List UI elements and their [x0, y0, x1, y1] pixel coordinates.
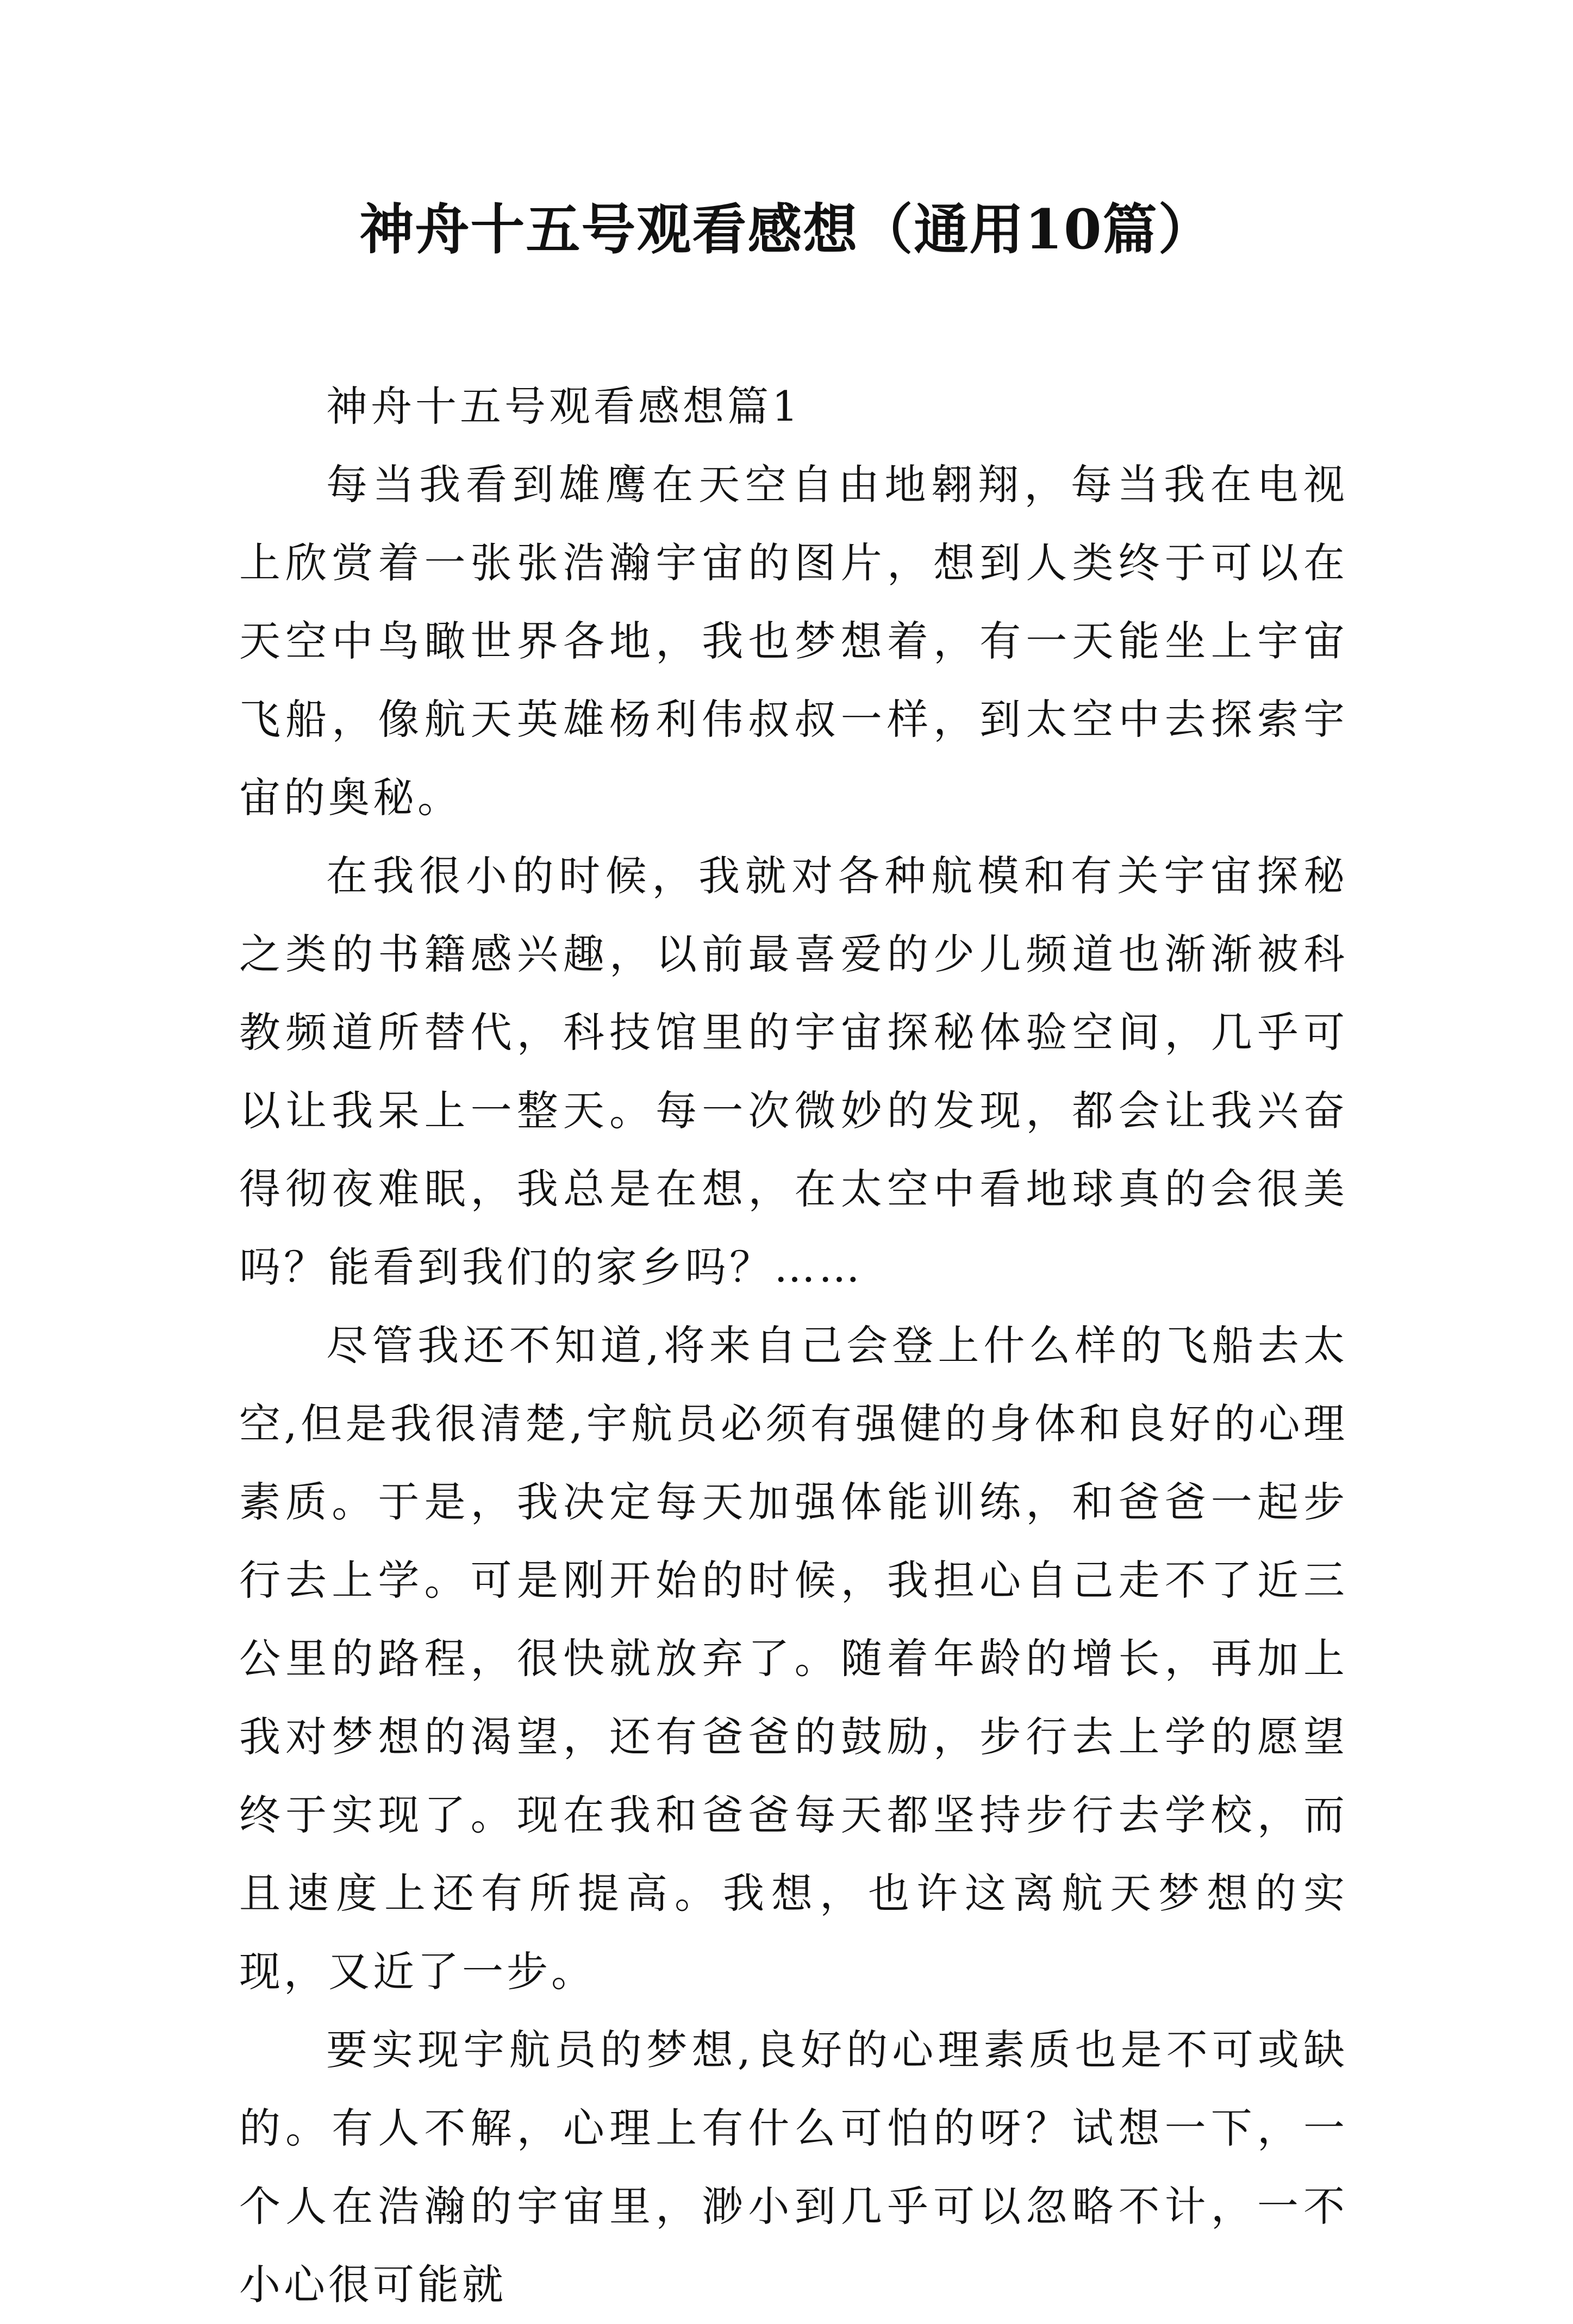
- section-heading: 神舟十五号观看感想篇1: [326, 382, 802, 430]
- document-body: [239, 367, 1348, 2324]
- paragraph-4: 要实现宇航员的梦想,良好的心理素质也是不可或缺的。有人不解，心理上有什么可怕的呀？试想一下，一个人在浩瀚的宇宙里，渺小到几乎可以忽略不计，一不小心很可能就: [239, 2026, 1348, 2309]
- paragraph-2: 在我很小的时候，我就对各种航模和有关宇宙探秘之类的书籍感兴趣，以前最喜爱的少儿频道也渐渐被科教频道所替代，科技馆里的宇宙探秘体验空间，几乎可以让我呆上一整天。每一次微妙的发现，都会让我兴奋得彻夜难眠，我总是在想，在太空中看地球真的会很美吗？能看到我们的家乡吗？……: [239, 852, 1348, 1291]
- document-title: 神舟十五号观看感想（通用10篇）: [359, 197, 1214, 261]
- paragraph-1: 每当我看到雄鹰在天空自由地翱翔，每当我在电视上欣赏着一张张浩瀚宇宙的图片，想到人类终于可以在天空中鸟瞰世界各地，我也梦想着，有一天能坐上宇宙飞船，像航天英雄杨利伟叔叔一样，到太空中去探索宇宙的奥秘。: [239, 460, 1348, 822]
- paragraph-3: 尽管我还不知道,将来自己会登上什么样的飞船去太空,但是我很清楚,宇航员必须有强健的身体和良好的心理素质。于是，我决定每天加强体能训练，和爸爸一起步行去上学。可是刚开始的时候，我担心自己走不了近三公里的路程，很快就放弃了。随着年龄的增长，再加上我对梦想的渴望，还有爸爸的鼓励，步行去上学的愿望终于实现了。现在我和爸爸每天都坚持步行去学校，而且速度上还有所提高。我想，也许这离航天梦想的实现，又近了一步。: [239, 1321, 1348, 1996]
